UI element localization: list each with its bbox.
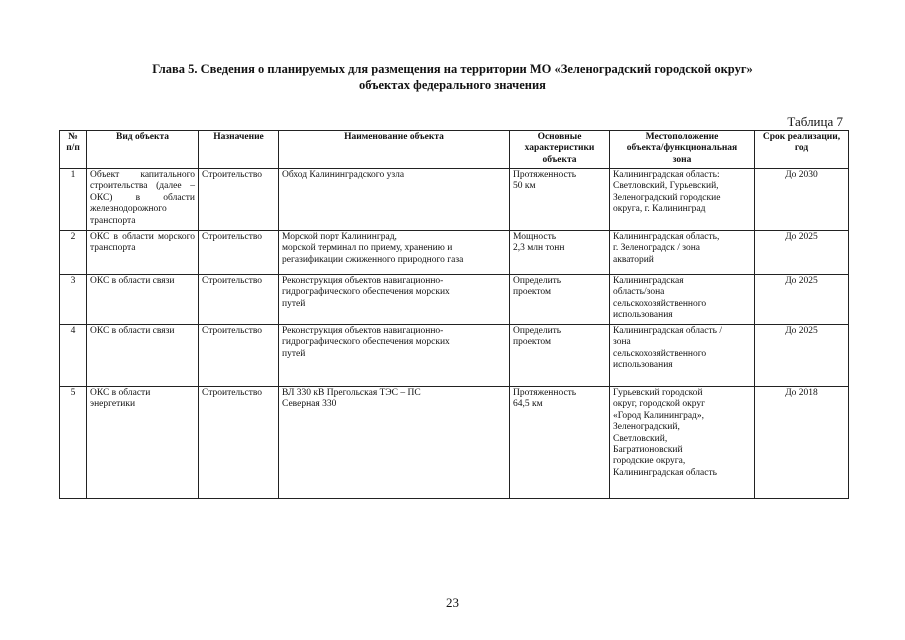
cell-object-name: Реконструкция объектов навигационно- гидрографического обеспечения морских путей [279,325,510,387]
cell-term: До 2025 [755,325,849,387]
table-row [60,325,849,387]
header-term: Срок реализации, год [755,131,849,169]
cell-location: Калининградская область / зона сельскохозяйственного использования [610,325,755,387]
cell-location: Калининградская область/зона сельскохозяйственного использования [610,275,755,325]
cell-object-name: Реконструкция объектов навигационно- гидрографического обеспечения морских путей [279,275,510,325]
cell-num: 2 [60,231,87,275]
table-row [60,231,849,275]
cell-num: 3 [60,275,87,325]
cell-specs: Мощность 2,3 млн тонн [510,231,610,275]
cell-specs: Определить проектом [510,325,610,387]
table-row [60,387,849,499]
page-title-line-2: объектах федерального значения [359,78,546,92]
header-num: № п/п [60,131,87,169]
cell-purpose: Строительство [199,387,279,499]
cell-num: 1 [60,169,87,231]
page-number: 23 [446,595,459,610]
cell-location: Калининградская область, г. Зеленоградск / зона акваторий [610,231,755,275]
table-label: Таблица 7 [787,114,843,129]
cell-specs: Определить проектом [510,275,610,325]
cell-term: До 2025 [755,275,849,325]
cell-object-type: ОКС в области морского транспорта [87,231,199,275]
cell-object-name: Обход Калининградского узла [279,169,510,231]
cell-object-name: ВЛ 330 кВ Прегольская ТЭС – ПС Северная 330 [279,387,510,499]
header-object-type: Вид объекта [87,131,199,169]
page-title [0,61,905,93]
cell-object-type: ОКС в области связи [87,275,199,325]
header-purpose: Назначение [199,131,279,169]
cell-object-type: ОКС в области энергетики [87,387,199,499]
cell-object-type: Объект капитального строительства (далее – ОКС) в области железнодорожного транспорта [87,169,199,231]
table-header-row [60,131,849,169]
cell-object-type: ОКС в области связи [87,325,199,387]
federal-objects-table [59,130,849,499]
cell-specs: Протяженность 50 км [510,169,610,231]
cell-num: 4 [60,325,87,387]
cell-term: До 2018 [755,387,849,499]
page-title-line-1: Глава 5. Сведения о планируемых для размещения на территории МО «Зеленоградский городской округ» [152,62,753,76]
cell-object-name: Морской порт Калининград, морской терминал по приему, хранению и регазификации сжиженного природного газа [279,231,510,275]
cell-purpose: Строительство [199,231,279,275]
cell-purpose: Строительство [199,325,279,387]
cell-term: До 2025 [755,231,849,275]
cell-purpose: Строительство [199,275,279,325]
cell-purpose: Строительство [199,169,279,231]
cell-location: Гурьевский городской округ, городской округ «Город Калининград», Зеленоградский, Светловский, Багратионовский городские округа, Калининградская область [610,387,755,499]
table-row [60,275,849,325]
header-location: Местоположение объекта/функциональная зона [610,131,755,169]
table-row [60,169,849,231]
cell-location: Калининградская область: Светловский, Гурьевский, Зеленоградский городские округа, г. Калининград [610,169,755,231]
cell-num: 5 [60,387,87,499]
header-object-name: Наименование объекта [279,131,510,169]
header-specs: Основные характеристики объекта [510,131,610,169]
cell-term: До 2030 [755,169,849,231]
cell-specs: Протяженность 64,5 км [510,387,610,499]
